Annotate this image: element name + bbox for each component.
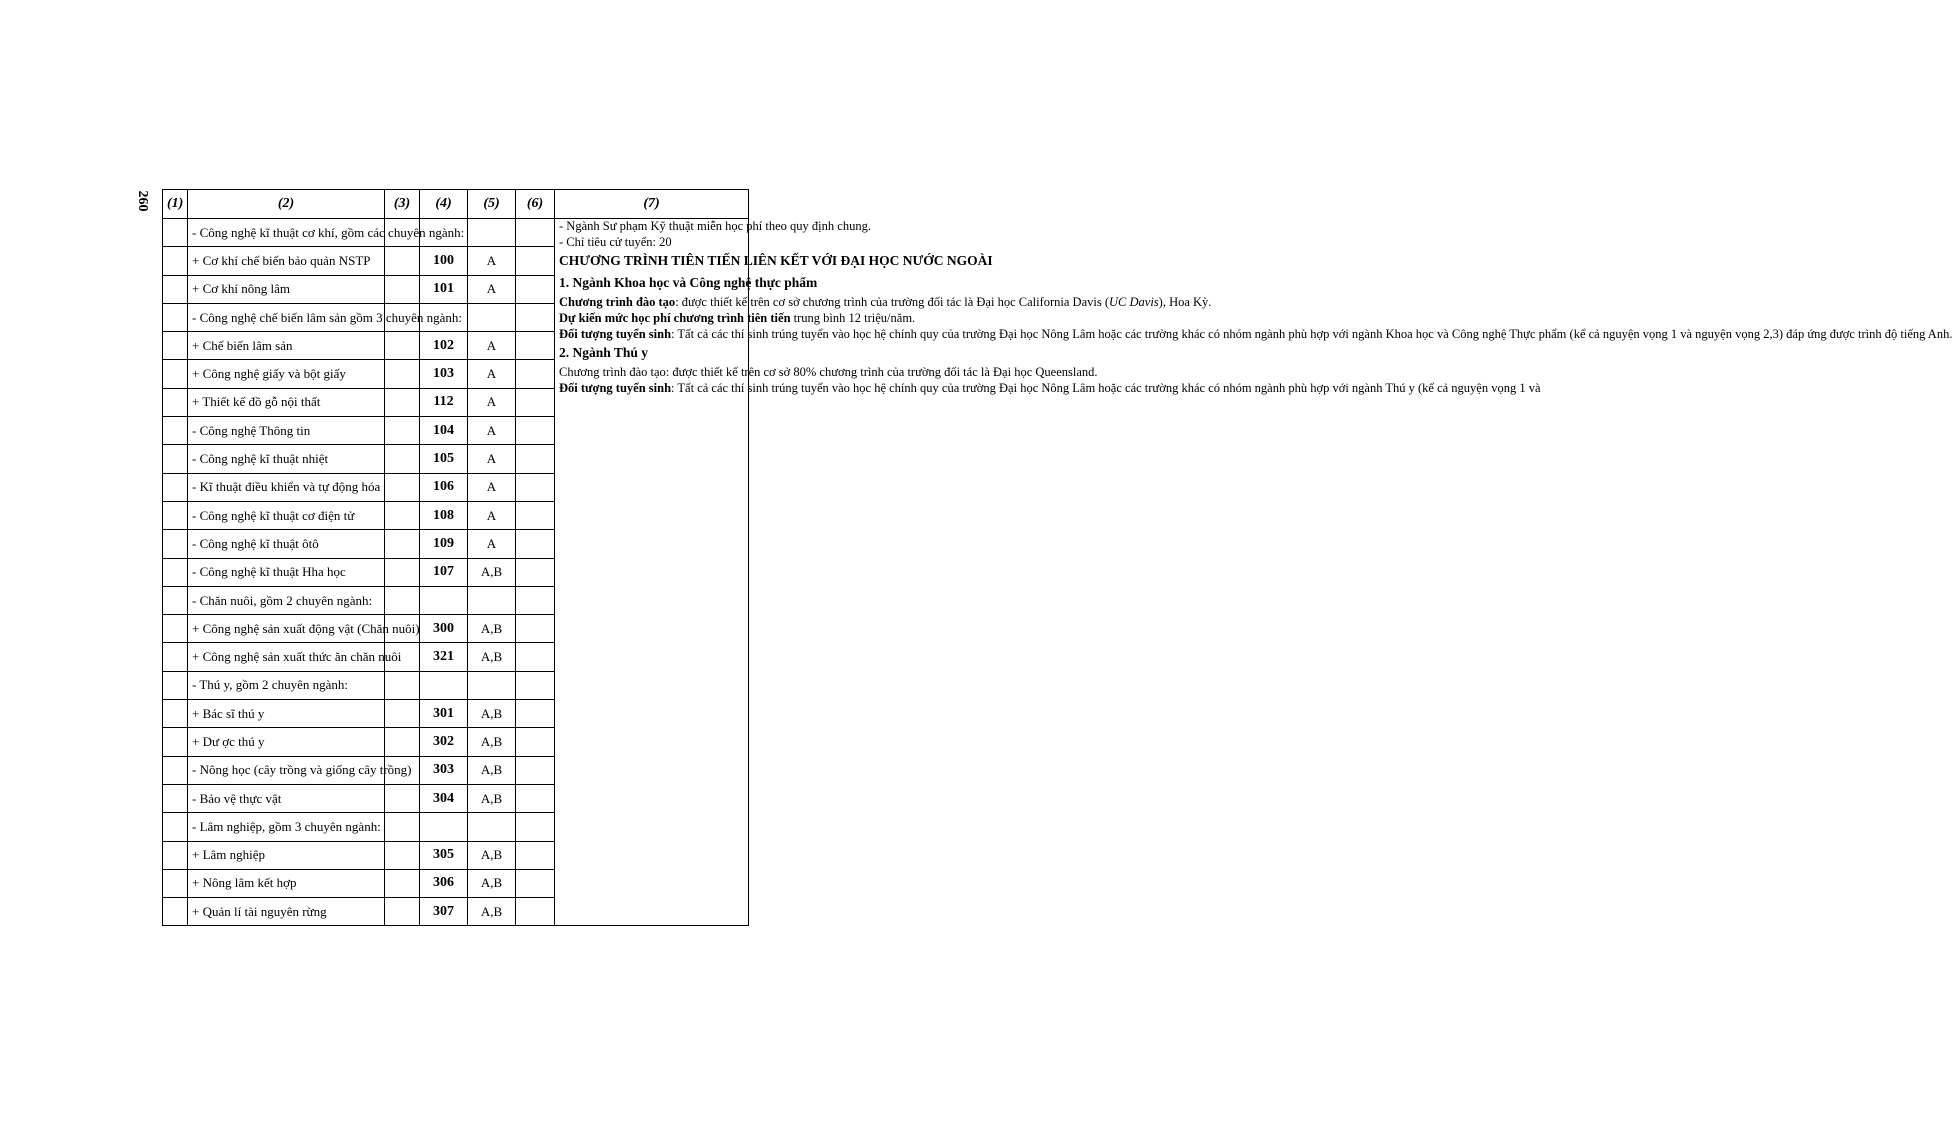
- row-index-cell: [163, 219, 188, 247]
- exam-block: A,B: [468, 898, 516, 926]
- col-6-cell: [516, 869, 555, 897]
- col-3-cell: [385, 869, 420, 897]
- col-3-cell: [385, 728, 420, 756]
- col-header-4: (4): [420, 190, 468, 219]
- exam-block: A,B: [468, 615, 516, 643]
- col-6-cell: [516, 332, 555, 360]
- col-6-cell: [516, 643, 555, 671]
- col-6-cell: [516, 473, 555, 501]
- program-name: + Công nghệ giấy và bột giấy: [188, 360, 385, 388]
- admission-table: [162, 189, 1952, 926]
- program-name: - Bảo vệ thực vật: [188, 784, 385, 812]
- program-code: 103: [420, 360, 468, 388]
- row-index-cell: [163, 388, 188, 416]
- program-code: 321: [420, 643, 468, 671]
- col-3-cell: [385, 501, 420, 529]
- target-1-label: Đối tượng tuyển sinh: [559, 327, 672, 341]
- col-3-cell: [385, 813, 420, 841]
- row-index-cell: [163, 417, 188, 445]
- col-6-cell: [516, 303, 555, 331]
- col-6-cell: [516, 247, 555, 275]
- exam-block: A,B: [468, 558, 516, 586]
- row-index-cell: [163, 303, 188, 331]
- col-3-cell: [385, 784, 420, 812]
- section-2-title: 2. Ngành Thú y: [559, 345, 649, 360]
- program-name: + Cơ khí nông lâm: [188, 275, 385, 303]
- program-name: - Thú y, gồm 2 chuyên ngành:: [188, 671, 385, 699]
- program-name: - Công nghệ kĩ thuật Hha học: [188, 558, 385, 586]
- program-code: 107: [420, 558, 468, 586]
- program-name: - Nông học (cây trồng và giống cây trồng): [188, 756, 385, 784]
- program-code: [420, 813, 468, 841]
- exam-block: A: [468, 247, 516, 275]
- col-3-cell: [385, 247, 420, 275]
- target-2-label: Đối tượng tuyển sinh: [559, 381, 672, 395]
- program-2-description: Chương trình đào tạo: được thiết kế trên cơ sở 80% chương trình của trường đối tác là Đại học Queensland.: [559, 365, 1098, 379]
- col-3-cell: [385, 445, 420, 473]
- col-3-cell: [385, 388, 420, 416]
- row-index-cell: [163, 586, 188, 614]
- target-2: Đối tượng tuyển sinh: Tất cả các thí sinh trúng tuyển vào học hệ chính quy của trường Đại học Nông Lâm hoặc các trường khác có nhóm ngành phù hợp với ngành Thú y (kể cả nguyện vọng 1 và: [559, 381, 1541, 395]
- row-index-cell: [163, 841, 188, 869]
- program-name: - Công nghệ chế biến lâm sản gồm 3 chuyên ngành:: [188, 303, 385, 331]
- col-3-cell: [385, 586, 420, 614]
- col-6-cell: [516, 445, 555, 473]
- col-6-cell: [516, 275, 555, 303]
- col-6-cell: [516, 417, 555, 445]
- col-3-cell: [385, 530, 420, 558]
- row-index-cell: [163, 247, 188, 275]
- program-code: 109: [420, 530, 468, 558]
- program-name: - Công nghệ kĩ thuật nhiệt: [188, 445, 385, 473]
- program-1-description: Chương trình đào tạo: được thiết kế trên cơ sở chương trình của trường đối tác là Đại học California Davis (UC Davis), Hoa Kỳ.: [559, 295, 1212, 309]
- row-index-cell: [163, 869, 188, 897]
- col-6-cell: [516, 728, 555, 756]
- col-3-cell: [385, 700, 420, 728]
- fee-note: Dự kiến mức học phí chương trình tiên tiến trung bình 12 triệu/năm.: [559, 311, 916, 325]
- row-index-cell: [163, 898, 188, 926]
- program-code: 101: [420, 275, 468, 303]
- exam-block: A,B: [468, 728, 516, 756]
- program-name: - Công nghệ kĩ thuật ôtô: [188, 530, 385, 558]
- col-6-cell: [516, 558, 555, 586]
- col-3-cell: [385, 417, 420, 445]
- header-row: [163, 190, 749, 219]
- exam-block: A: [468, 275, 516, 303]
- program-name: - Công nghệ kĩ thuật cơ khí, gồm các chuyên ngành:: [188, 219, 385, 247]
- program-name: - Chăn nuôi, gồm 2 chuyên ngành:: [188, 586, 385, 614]
- col-6-cell: [516, 784, 555, 812]
- row-index-cell: [163, 784, 188, 812]
- row-index-cell: [163, 445, 188, 473]
- col-header-5: (5): [468, 190, 516, 219]
- exam-block: A: [468, 445, 516, 473]
- col-header-1: (1): [163, 190, 188, 219]
- row-index-cell: [163, 756, 188, 784]
- program-code: 301: [420, 700, 468, 728]
- notes-cell: [555, 219, 1952, 926]
- row-index-cell: [163, 728, 188, 756]
- program-name: + Quản lí tài nguyên rừng: [188, 898, 385, 926]
- exam-block: A,B: [468, 869, 516, 897]
- program-code: 307: [420, 898, 468, 926]
- program-name: + Bác sĩ thú y: [188, 700, 385, 728]
- col-3-cell: [385, 332, 420, 360]
- col-3-cell: [385, 671, 420, 699]
- col-6-cell: [516, 841, 555, 869]
- table-row: [163, 219, 749, 247]
- program-name: + Công nghệ sản xuất động vật (Chăn nuôi): [188, 615, 385, 643]
- program-name: - Lâm nghiệp, gồm 3 chuyên ngành:: [188, 813, 385, 841]
- section-1-title: 1. Ngành Khoa học và Công nghệ thực phẩm: [559, 275, 818, 290]
- exam-block: A,B: [468, 643, 516, 671]
- program-name: + Chế biến lâm sản: [188, 332, 385, 360]
- col-6-cell: [516, 219, 555, 247]
- exam-block: [468, 303, 516, 331]
- program-code: 112: [420, 388, 468, 416]
- col-6-cell: [516, 501, 555, 529]
- col-header-7: (7): [555, 190, 749, 219]
- exam-block: A,B: [468, 784, 516, 812]
- program-name: - Công nghệ kĩ thuật cơ điện tử: [188, 501, 385, 529]
- advanced-program-heading: CHƯƠNG TRÌNH TIÊN TIẾN LIÊN KẾT VỚI ĐẠI HỌC NƯỚC NGOÀI: [559, 253, 993, 268]
- fee-label: Dự kiến mức học phí chương trình tiên tiến: [559, 311, 791, 325]
- row-index-cell: [163, 360, 188, 388]
- row-index-cell: [163, 501, 188, 529]
- program-name: + Lâm nghiệp: [188, 841, 385, 869]
- program-code: 303: [420, 756, 468, 784]
- col-header-3: (3): [385, 190, 420, 219]
- col-6-cell: [516, 586, 555, 614]
- program-name: - Công nghệ Thông tin: [188, 417, 385, 445]
- exam-block: [468, 813, 516, 841]
- exam-block: A: [468, 501, 516, 529]
- exam-block: A: [468, 473, 516, 501]
- row-index-cell: [163, 700, 188, 728]
- program-1-label: Chương trình đào tạo: [559, 295, 676, 309]
- exam-block: A,B: [468, 700, 516, 728]
- col-6-cell: [516, 615, 555, 643]
- program-code: [420, 586, 468, 614]
- program-name: + Thiết kế đồ gỗ nội thất: [188, 388, 385, 416]
- program-code: 108: [420, 501, 468, 529]
- col-3-cell: [385, 558, 420, 586]
- col-3-cell: [385, 841, 420, 869]
- col-3-cell: [385, 473, 420, 501]
- program-code: 306: [420, 869, 468, 897]
- row-index-cell: [163, 558, 188, 586]
- exam-block: [468, 219, 516, 247]
- col-3-cell: [385, 275, 420, 303]
- row-index-cell: [163, 671, 188, 699]
- program-code: 305: [420, 841, 468, 869]
- col-6-cell: [516, 756, 555, 784]
- program-code: 300: [420, 615, 468, 643]
- program-code: 104: [420, 417, 468, 445]
- col-6-cell: [516, 898, 555, 926]
- row-index-cell: [163, 615, 188, 643]
- col-6-cell: [516, 360, 555, 388]
- notes-content: [559, 219, 1952, 395]
- program-code: 105: [420, 445, 468, 473]
- col-6-cell: [516, 671, 555, 699]
- note-tuition: - Ngành Sư phạm Kỹ thuật miễn học phí theo quy định chung.: [559, 219, 871, 233]
- program-code: [420, 671, 468, 699]
- col-header-6: (6): [516, 190, 555, 219]
- col-6-cell: [516, 700, 555, 728]
- program-name: + Cơ khí chế biến bảo quản NSTP: [188, 247, 385, 275]
- exam-block: A: [468, 332, 516, 360]
- program-name: + Dư ợc thú y: [188, 728, 385, 756]
- row-index-cell: [163, 332, 188, 360]
- program-name: + Công nghệ sản xuất thức ăn chăn nuôi: [188, 643, 385, 671]
- col-6-cell: [516, 388, 555, 416]
- exam-block: [468, 586, 516, 614]
- program-name: + Nông lâm kết hợp: [188, 869, 385, 897]
- exam-block: A: [468, 417, 516, 445]
- target-1: Đối tượng tuyển sinh: Tất cả các thí sinh trúng tuyển vào học hệ chính quy của trường Đại học Nông Lâm hoặc các trường khác có nhóm ngành phù hợp với ngành Khoa học và Công nghệ Thực phẩm (kể cả nguyện vọng 1 và nguyện vọng 2,3) đáp ứng được trình độ tiếng Anh.: [559, 327, 1952, 341]
- program-code: 302: [420, 728, 468, 756]
- program-code: 102: [420, 332, 468, 360]
- row-index-cell: [163, 643, 188, 671]
- col-3-cell: [385, 360, 420, 388]
- exam-block: A: [468, 530, 516, 558]
- col-6-cell: [516, 813, 555, 841]
- row-index-cell: [163, 275, 188, 303]
- col-3-cell: [385, 898, 420, 926]
- exam-block: A,B: [468, 756, 516, 784]
- col-header-2: (2): [188, 190, 385, 219]
- program-code: 106: [420, 473, 468, 501]
- col-6-cell: [516, 530, 555, 558]
- program-name: - Kĩ thuật điều khiển và tự động hóa: [188, 473, 385, 501]
- row-index-cell: [163, 813, 188, 841]
- row-index-cell: [163, 473, 188, 501]
- note-quota: - Chỉ tiêu cử tuyển: 20: [559, 235, 672, 249]
- program-code: 100: [420, 247, 468, 275]
- exam-block: [468, 671, 516, 699]
- program-code: 304: [420, 784, 468, 812]
- exam-block: A: [468, 388, 516, 416]
- page-number: 260: [135, 190, 150, 212]
- exam-block: A,B: [468, 841, 516, 869]
- exam-block: A: [468, 360, 516, 388]
- row-index-cell: [163, 530, 188, 558]
